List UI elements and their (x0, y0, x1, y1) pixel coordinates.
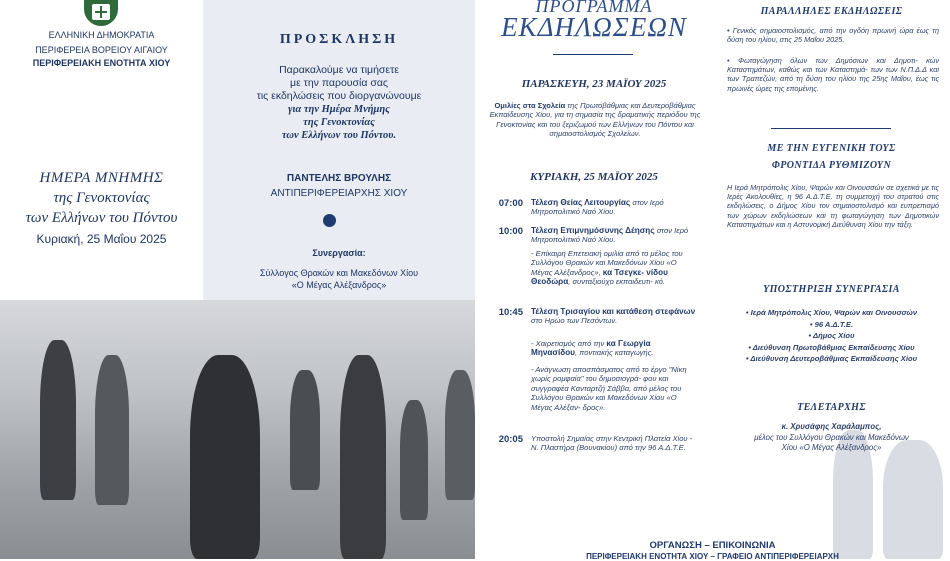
program-heading-2: ΕΚΔΗΛΩΣΕΩΝ (501, 12, 687, 42)
event-subitem: - Ανάγνωση αποσπάσματος από το έργο "Νίκη χωρίς ρομφαία" του δημοσιογρά- φου και συγγραφέα Κανταρτζή Σάββα, από μέλος του Συλλόγου Θρακών και Μακεδόνων Χίου «Ο Μέγας Αλέξαν- δρος». (531, 365, 687, 412)
divider (771, 128, 891, 129)
care-heading: ΜΕ ΤΗΝ ΕΥΓΕΝΙΚΗ ΤΟΥΣ (767, 143, 896, 154)
unit-title: ΠΕΡΙΦΕΡΕΙΑΚΗ ΕΝΟΤΗΤΑ ΧΙΟΥ (32, 58, 171, 68)
event-time: 10:45 (498, 307, 523, 318)
ceremony-master: κ. Χρυσάφης Χαράλαμπος, μέλος του Συλλόγου Θρακών και Μακεδόνων Χίου «Ο Μέγας Αλέξανδρος» (754, 422, 909, 452)
region-title: ΠΕΡΙΦΕΡΕΙΑ ΒΟΡΕΙΟΥ ΑΙΓΑΙΟΥ (35, 45, 168, 55)
invitation-heading: ΠΡΟΣΚΛΗΣΗ (279, 32, 399, 47)
day1-heading: ΠΑΡΑΣΚΕΥΗ, 23 ΜΑΪΟΥ 2025 (521, 78, 667, 90)
footer-contact: ΠΕΡΙΦΕΡΕΙΑΚΗ ΕΝΟΤΗΤΑ ΧΙΟΥ – ΓΡΑΦΕΙΟ ΑΝΤΙΠΕΡΙΦΕΡΕΙΑΡΧΗ (586, 552, 839, 561)
signatory-name: ΠΑΝΤΕΛΗΣ ΒΡΟΥΛΗΣ (286, 173, 392, 184)
signatory-role: ΑΝΤΙΠΕΡΙΦΕΡΕΙΑΡΧΗΣ ΧΙΟΥ (270, 188, 408, 199)
ceremony-master-heading: ΤΕΛΕΤΑΡΧΗΣ (797, 402, 866, 413)
cooperation-org-name: «Ο Μέγας Αλέξανδρος» (291, 280, 387, 290)
list-item: • Δήμος Χίου (808, 331, 855, 340)
event-time: 07:00 (498, 198, 523, 209)
program-panel (475, 0, 713, 559)
cooperation-label: Συνεργασία: (312, 248, 366, 258)
event-subitem: - Χαιρετισμός από την κα Γεωργία Μηνασίδου, ποντιακής καταγωγής. (531, 339, 654, 358)
list-item: • Ιερά Μητρόπολις Χίου, Ψαρών και Οινουσσών (745, 308, 918, 317)
event-subitem: - Επίκαιρη Επετειακή ομιλία από το μέλος του Συλλόγου Θρακών και Μακεδόνων Χίου «Ο Μέγας Αλέξανδρος», κα Τσεγκε- νίδου Θεοδώρα, συνταξιούχο εκπαιδευτι- κό. (531, 249, 683, 287)
cooperation-org: Σύλλογος Θρακών και Μακεδόνων Χίου (259, 268, 419, 278)
support-heading: ΥΠΟΣΤΗΡΙΞΗ ΣΥΝΕΡΓΑΣΙΑ (763, 284, 900, 295)
invitation-text: Παρακαλούμε να τιμήσετε με την παρουσία σας τις εκδηλώσεις που διοργανώνουμε για την Ημέρα Μνήμης της Γενοκτονίας των Ελλήνων του Πόντου. (256, 64, 422, 141)
event-desc: Υποστολή Σημαίας στην Κεντρική Πλατεία Χίου - Ν. Πλαστήρα (Βουνακίου) από την 96 Α.Δ.Τ.Ε. (531, 434, 693, 453)
memorial-subtitle: της Γενοκτονίας (53, 190, 150, 206)
memorial-date: Κυριακή, 25 Μαΐου 2025 (36, 232, 167, 246)
footer-organization: ΟΡΓΑΝΩΣΗ – ΕΠΙΚΟΙΝΩΝΙΑ (649, 540, 776, 551)
parallel-bullet: • Φωταγώγηση όλων των Δημόσιων και Δημοτι- κών Καταστημάτων, καθώς και των Καταστημά- των των Ν.Π.Δ.Δ και των Τραπεζών, από τη δύση του ηλίου της 25ης Μαΐου, έως τις πρωινές ώρες της επομένης. (727, 56, 939, 93)
memorial-subtitle-2: των Ελλήνων του Πόντου (25, 210, 178, 226)
divider-dot-icon (323, 214, 336, 227)
greek-emblem-icon (84, 0, 118, 26)
event-desc: Τέλεση Θείας Λειτουργίας στον Ιερό Μητροπολιτικό Ναό Χίου. (531, 198, 664, 217)
support-list (713, 307, 950, 365)
historical-photo (0, 300, 475, 559)
program-heading: ΠΡΟΓΡΑΜΜΑ (535, 0, 653, 16)
gov-title: ΕΛΛΗΝΙΚΗ ΔΗΜΟΚΡΑΤΙΑ (48, 30, 155, 40)
day1-text: Ομιλίες στα Σχολεία της Πρωτοβάθμιας και Δευτεροβάθμιας Εκπαίδευσης Χίου, για τη σημασία της δραματικής περιόδου της Γενοκτονίας και του ξεριζωμού των Ελλήνων του Πόντου και σημαιοστολισμός Σχολείων. (489, 101, 701, 139)
list-item: • 96 Α.Δ.Τ.Ε. (809, 319, 854, 329)
event-time: 20:05 (498, 434, 523, 445)
list-item: • Διεύθυνση Πρωτοβάθμιας Εκπαίδευσης Χίου (748, 342, 915, 352)
event-time: 10:00 (498, 226, 523, 237)
list-item: • Διεύθυνση Δευτεροβάθμιας Εκπαίδευσης Χίου (745, 354, 918, 363)
care-text: Η Ιερά Μητρόπολις Χίου, Ψαρών και Οινουσσών σε σχετικά με τις Ιερές Ακολουθίες, η 96 Α.Δ.Τ.Ε. τη συμμετοχή του στρατού στις εκδηλώσεις, ο Δήμος Χίου τον σημαιοστολισμό και ευπρεπισμό των χώρων εκδηλώσεων και τη φωταγώγηση των Δημοτικών Καταστημάτων και η Αστυνομική Διεύθυνση Χίου την τάξη. (727, 183, 939, 229)
care-heading-2: ΦΡΟΝΤΙΔΑ ΡΥΘΜΙΖΟΥΝ (771, 160, 892, 171)
parallel-bullet: • Γενικός σημαιοστολισμός, από την ογδόη πρωινή ώρα έως τη δύση του ηλίου, στις 25 Μαΐου 2025. (727, 26, 939, 45)
day2-heading: ΚΥΡΙΑΚΗ, 25 ΜΑΪΟΥ 2025 (530, 171, 658, 183)
divider (553, 54, 633, 55)
parallel-heading: ΠΑΡΑΛΛΗΛΕΣ ΕΚΔΗΛΩΣΕΙΣ (760, 6, 903, 17)
parallel-events-panel (713, 0, 950, 559)
memorial-title: ΗΜΕΡΑ ΜΝΗΜΗΣ (39, 170, 164, 186)
event-desc: Τέλεση Επιμνημόσυνης Δέησης στον Ιερό Μητροπολιτικό Ναό Χίου. (531, 226, 689, 245)
event-desc: Τέλεση Τρισαγίου και κατάθεση στεφάνων στο Ηρώο των Πεσόντων. (531, 307, 696, 326)
